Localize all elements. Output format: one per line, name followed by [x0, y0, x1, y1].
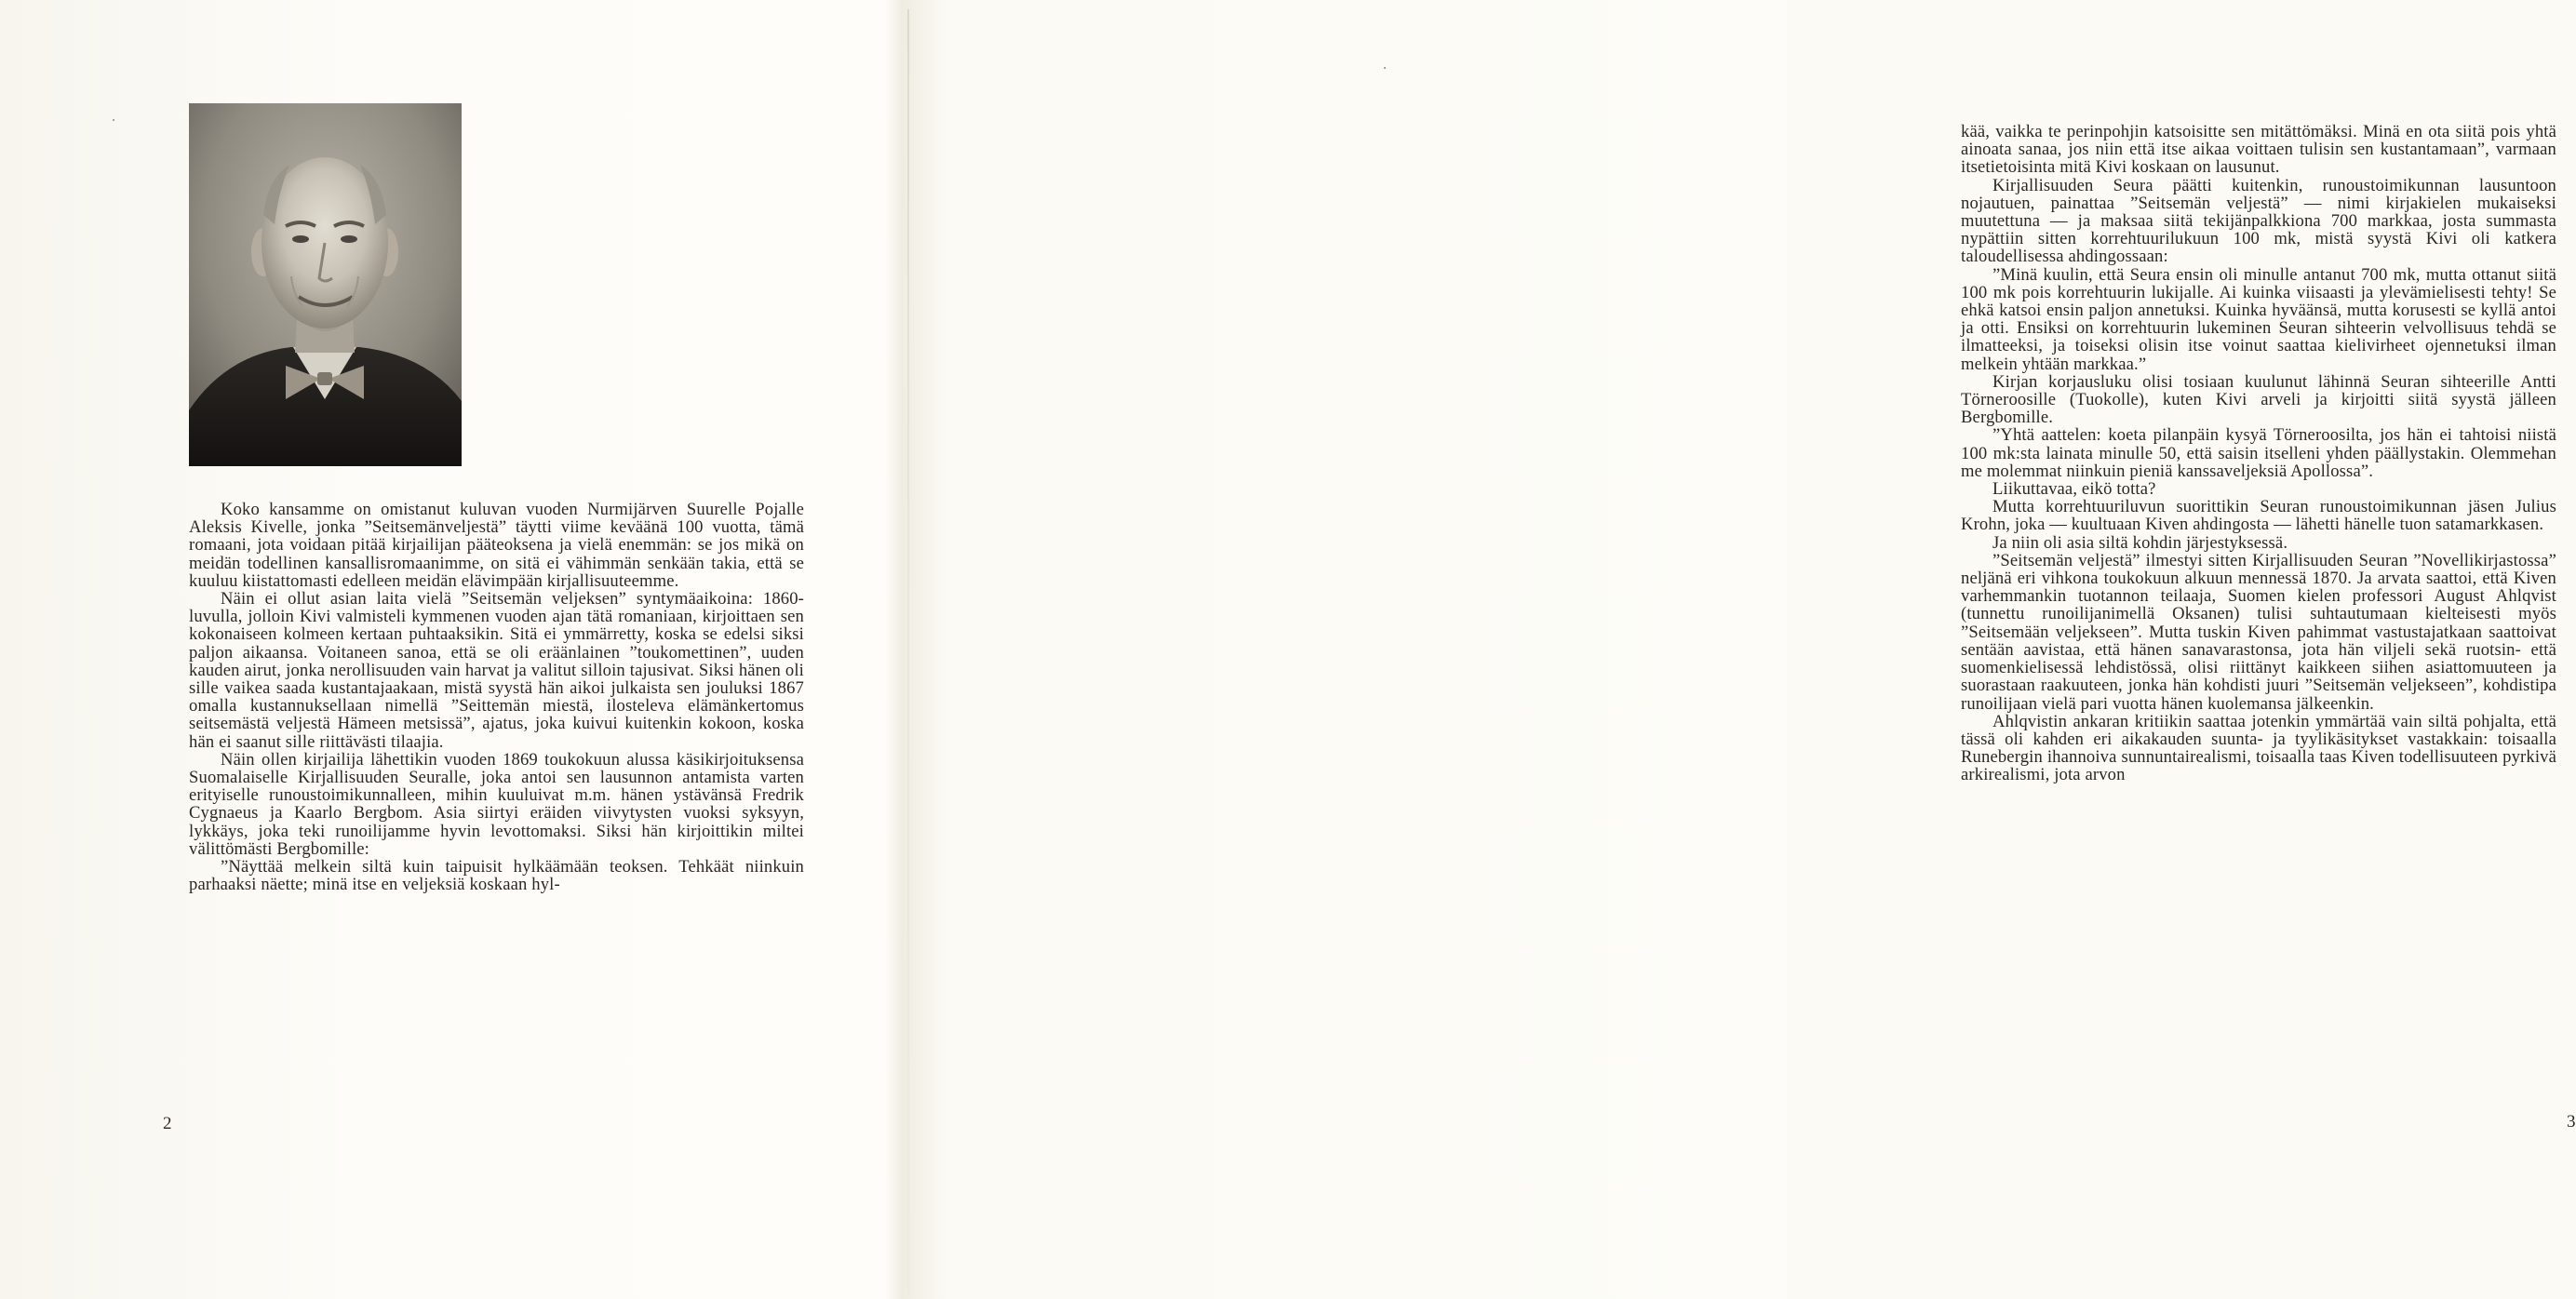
left-paragraph: ”Näyttää melkein siltä kuin taipuisit hylkäämään teoksen. Tehkäät niinkuin parhaaksi näette; minä itse en veljeksiä koskaan hyl- — [189, 857, 804, 895]
right-page — [909, 0, 2576, 1299]
left-paragraph: Näin ollen kirjailija lähettikin vuoden 1869 toukokuun alussa käsikirjoituksensa Suomalaiselle Kirjallisuuden Seuralle, joka antoi sen lausunnon antamista varten erityiselle runoustoimikunnalleen, mihin kuuluivat m.m. hänen ystävänsä Fredrik Cygnaeus ja Kaarlo Bergbom. Asia siirtyi eräiden viivytysten vuoksi syksyyn, lykkäys, joka teki runoilijamme hyvin levottomaksi. Siksi hän kirjoittikin miltei välittömästi Bergbomille: — [189, 749, 804, 859]
left-page — [0, 0, 907, 1299]
page-number-left: 2 — [163, 1114, 172, 1133]
right-paragraph: ”Yhtä aattelen: koeta pilanpäin kysyä Törneroosilta, jos hän ei tahtoisi niistä 100 mk:sta lainata minulle 50, että saisin itselleni yhden päällystakin. Olemmehan me molemmat niinkuin pieniä kanssaveljeksiä Apollossa”. — [1961, 425, 2556, 481]
right-paragraph: Ja niin oli asia siltä kohdin järjestyksessä. — [1992, 532, 2288, 553]
paper-speck — [113, 119, 114, 121]
right-paragraph: Kirjallisuuden Seura päätti kuitenkin, runoustoimikunnan lausuntoon nojautuen, painattaa ”Seitsemän veljestä” — nimi kirjakielen mukaiseksi muutettuna — ja maksaa siitä tekijänpalkkiona 700 markkaa, josta summasta nypättiin sitten korrehtuurilukuun 100 mk, mistä syystä Kivi oli katkera taloudellisessa ahdingossaan: — [1961, 175, 2556, 267]
page-number-right: 3 — [2567, 1112, 2576, 1132]
right-paragraph: Mutta korrehtuuriluvun suorittikin Seuran runoustoimikunnan jäsen Julius Krohn, joka — kuultuaan Kiven ahdingosta — lähetti hänelle tuon satamarkkasen. — [1961, 497, 2556, 535]
right-paragraph: ”Seitsemän veljestä” ilmestyi sitten Kirjallisuuden Seuran ”Novellikirjastossa” neljänä eri vihkona toukokuun alkuun mennessä 1870. Ja arvata saattoi, että Kiven varhemmankin tuotannon teilaaja, Suomen kielen professori August Ahlqvist (tunnettu runoilijanimellä Oksanen) tulisi suhtautumaan kielteisesti myös ”Seitsemään veljekseen”. Mutta tuskin Kiven pahimmat vastustajatkaan saattoivat sentään aavistaa, että hänen sanavarastonsa, jota hän viljeli sekä ruotsin- että suomenkielisessä lehdistössä, olisi riittänyt kaikkeen siihen asiattomuuteen ja suorastaan raakuuteen, jonka hän kohdisti juuri ”Seitsemän veljekseen”, kohdistipa runoilijaan vielä pari vuotta hänen kuolemansa jälkeenkin. — [1961, 550, 2556, 714]
paper-speck — [1384, 67, 1386, 69]
right-paragraph: ”Minä kuulin, että Seura ensin oli minulle antanut 700 mk, mutta ottanut siitä 100 mk pois korrehtuurin lukijalle. Ai kuinka viisaasti ja ylevämielisesti tehty! Se ehkä katsoi ensin paljon annetuksi. Kuinka hyväänsä, mutta korusesti se kyllä antoi ja otti. Ensiksi on korrehtuurin lukeminen Seuran sihteerin velvollisuus tehdä se ilmatteeksi, ja toiseksi olisin itse voinut saattaa kielivirheet ojennetuksi ilman melkein yhtään markkaa.” — [1961, 264, 2556, 374]
right-paragraph: Liikuttavaa, eikö totta? — [1992, 479, 2156, 500]
right-paragraph: Ahlqvistin ankaran kritiikin saattaa jotenkin ymmärtää vain siltä pohjalta, että tässä oli kahden eri aikakauden suunta- ja tyylikäsitykset vastakkain: toisaalla Runebergin ihannoiva sunnuntairealismi, toisaalla taas Kiven todellisuuteen pyrkivä arkirealismi, jota arvon — [1961, 711, 2556, 785]
right-paragraph: kää, vaikka te perinpohjin katsoisitte sen mitättömäksi. Minä en ota siitä pois yhtä ainoata sanaa, jos niin että itse aikaa voittaen tulisin sen kustantamaan”, varmaan itsetietoisinta mitä Kivi koskaan on lausunut. — [1961, 122, 2556, 178]
portrait-photo — [189, 103, 462, 466]
right-paragraph: Kirjan korjausluku olisi tosiaan kuulunut lähinnä Seuran sihteerille Antti Törneroosille (Tuokolle), kuten Kivi arveli ja kirjoitti siitä syystä jälleen Bergbomille. — [1961, 371, 2556, 428]
left-page-text — [189, 501, 804, 893]
right-page-text — [1961, 123, 2556, 784]
left-paragraph: Näin ei ollut asian laita vielä ”Seitsemän veljeksen” syntymäaikoina: 1860-luvulla, jolloin Kivi valmisteli kymmenen vuoden ajan tätä romaniaan, kirjoittaen sen kokonaiseen kolmeen kertaan puhtaaksikin. Sitä ei ymmärretty, koska se edelsi siksi paljon aikaansa. Voitaneen sanoa, että se oli eräänlainen ”toukomettinen”, uuden kauden airut, jonka nerollisuuden vain harvat ja valitut silloin tajusivat. Siksi hänen oli sille vaikea saada kustantajaakaan, mistä syystä hän aikoi julkaista sen jouluksi 1867 omalla kustannuksellaan nimellä ”Seittemän miestä, ilosteleva elämänkertomus seitsemästä veljestä Hämeen metsissä”, ajatus, joka kuivui kuitenkin kokoon, koska hän ei saanut sille riittävästi tilaajia. — [189, 589, 804, 752]
left-paragraph: Koko kansamme on omistanut kuluvan vuoden Nurmijärven Suurelle Pojalle Aleksis Kivelle, jonka ”Seitsemänveljestä” täytti viime keväänä 100 vuotta, tämä romaani, jota voidaan pitää kirjailijan pääteoksena ja vielä enemmän: se jos mikä on meidän todellinen kansallisromaanimme, on sitä ei vähimmän senkään takia, että se kuuluu kiistattomasti edelleen meidän elävimpään kirjallisuuteemme. — [189, 500, 804, 591]
